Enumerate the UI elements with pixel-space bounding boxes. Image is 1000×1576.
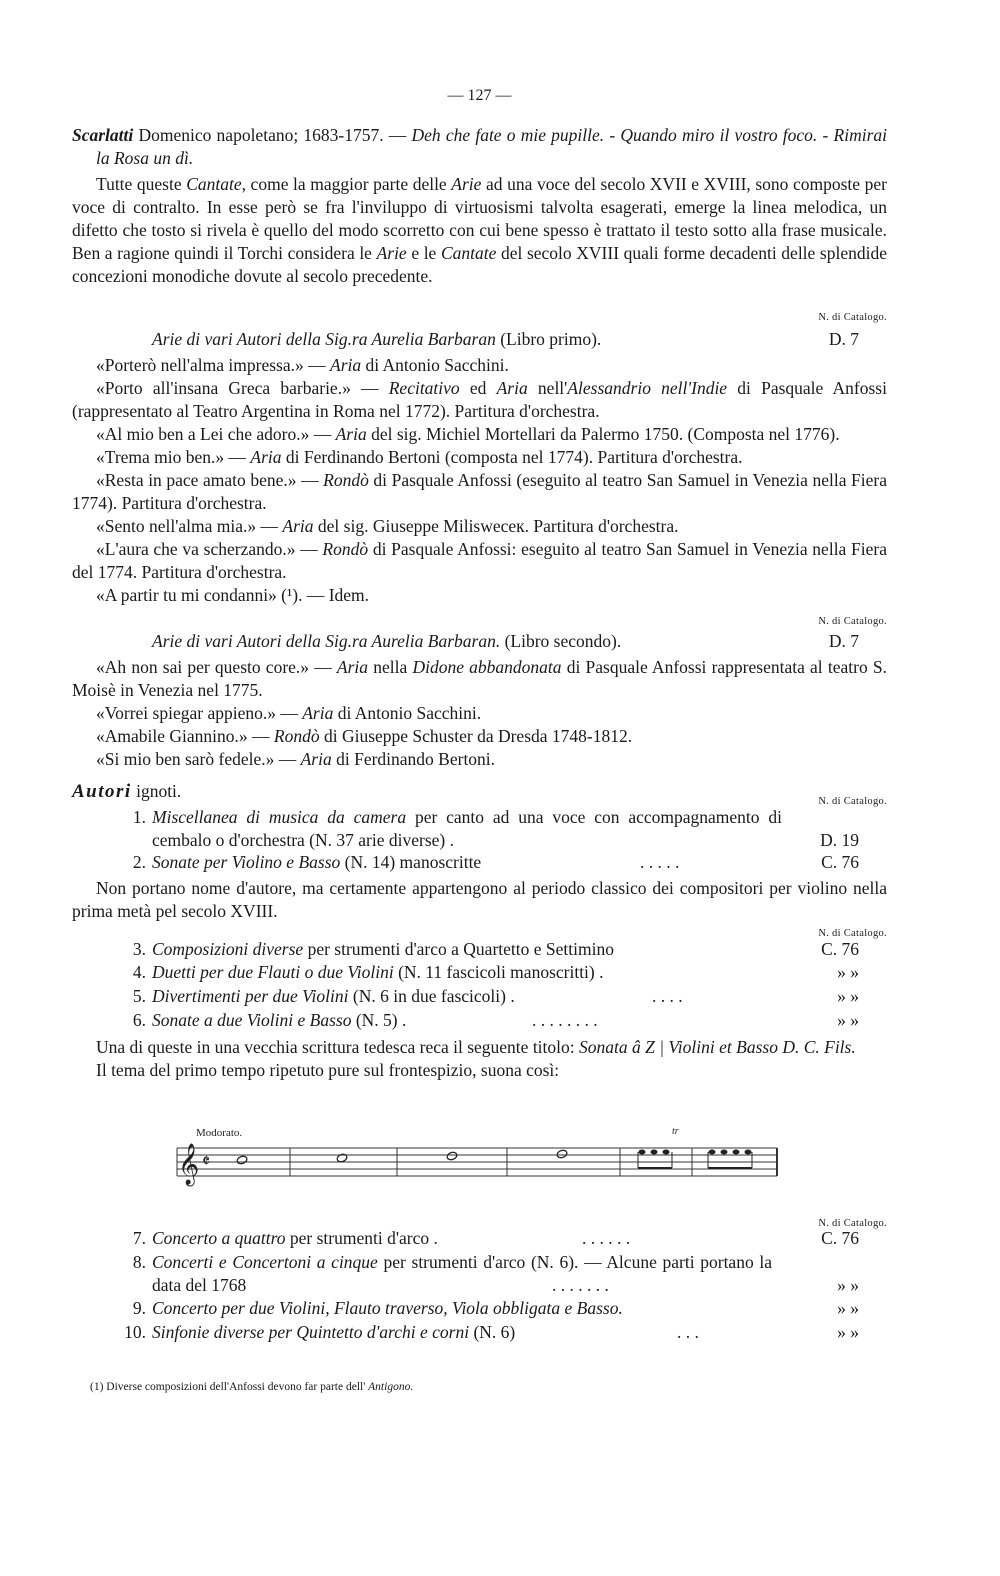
list-item: «Amabile Giannino.» — Rondò di Giuseppe Schuster da Dresda 1748-1812.: [96, 726, 633, 746]
book2-entries: [72, 656, 887, 771]
list-item: «Sento nell'alma mia.» — Aria del sig. Giuseppe Milisweceк. Partitura d'orchestra.: [96, 516, 679, 536]
list-item: «Al mio ben a Lei che adoro.» — Aria del sig. Michiel Mortellari da Palermo 1750. (Composta nel 1776).: [96, 424, 840, 444]
list-item: «Porterò nell'alma impressa.» — Aria di Antonio Sacchini.: [96, 355, 509, 375]
music-staff-image: [172, 1122, 782, 1192]
footnote: (1) Diverse composizioni dell'Anfossi devono far parte dell' Antigono.: [90, 1381, 414, 1393]
composer-name: Scarlatti: [72, 125, 134, 145]
trill-marking: tr: [672, 1126, 679, 1137]
book1-heading: Arie di vari Autori della Sig.ra Aurelia Barbaran (Libro primo). D. 7: [152, 329, 859, 349]
list-item: 4. Duetti per due Flauti o due Violini (N. 11 fascicoli manoscritti) . » »: [132, 962, 859, 982]
list-item: «Si mio ben sarò fedele.» — Aria di Ferdinando Bertoni.: [96, 749, 496, 769]
cantata-titles: Deh che fate o mie pupille. - Quando miro il vostro foco. - Rimirai la Rosa un dì.: [96, 125, 887, 168]
book2-heading: Arie di vari Autori della Sig.ra Aurelia Barbaran. (Libro secondo). D. 7: [152, 631, 859, 651]
list-item: 2. Sonate per Violino e Basso (N. 14) manoscritte . . . . . C. 76: [132, 852, 859, 872]
list-item: 3. Composizioni diverse per strumenti d'arco a Quartetto e Settimino C. 76: [132, 939, 859, 959]
catalog-label: N. di Catalogo.: [818, 796, 887, 807]
list-item: 1. Miscellanea di musica da camera per canto ad una voce con accompagnamento di cembalo o d'orchestra (N. 37 arie diverse) . D. 19: [132, 807, 859, 850]
list-item: «Trema mio ben.» — Aria di Ferdinando Bertoni (composta nel 1774). Partitura d'orchestra.: [96, 447, 743, 467]
cut-time-icon: 𝄵: [202, 1151, 211, 1172]
book2-catalog: D. 7: [828, 631, 859, 651]
note-paragraph: Non portano nome d'autore, ma certamente appartengono al periodo classico dei compositori per violino nella prima metà pel secolo XVIII.: [72, 878, 887, 921]
treble-clef-icon: 𝄞: [178, 1144, 200, 1185]
autori-heading: Autori ignoti.: [72, 781, 182, 802]
list-item: «A partir tu mi condanni» (¹). — Idem.: [96, 585, 370, 605]
composer-desc: Domenico napoletano; 1683-1757. —: [133, 125, 412, 145]
catalog-label: N. di Catalogo.: [818, 616, 887, 627]
list-item: «Resta in pace amato bene.» — Rondò di Pasquale Anfossi (eseguito al teatro San Samuel in Venezia nella Fiera 1774). Partitura d'orchestra.: [72, 470, 887, 513]
scarlatti-entry: [72, 124, 887, 288]
list-item: 9. Concerto per due Violini, Flauto traverso, Viola obbligata e Basso. » »: [132, 1298, 859, 1318]
scarlatti-heading: [72, 124, 887, 170]
book1-catalog: D. 7: [828, 329, 859, 349]
list-item: 7. Concerto a quattro per strumenti d'arco . . . . . . . C. 76: [132, 1228, 859, 1248]
list-item: «L'aura che va scherzando.» — Rondò di Pasquale Anfossi: eseguito al teatro San Samuel in Venezia nella Fiera del 1774. Partitura d'orchestra.: [72, 539, 887, 582]
catalog-label: N. di Catalogo.: [818, 312, 887, 323]
scarlatti-paragraph: Tutte queste Cantate, come la maggior parte delle Arie ad una voce del secolo XVII e XVIII, sono composte per voce di contralto. In esse però se fra l'inviluppo di virtuosismi talvolta esagerati, emerge la linea melodica, un difetto che tosto si rivela è quello del modo scorretto con cui bene spesso è trattato il testo sotto alla frase musicale. Ben a ragione quindi il Torchi considera le Arie e le Cantate del secolo XVIII quali forme decadenti delle splendide concezioni monodiche dovute al secolo precedente.: [72, 174, 887, 286]
list-item: 6. Sonate a due Violini e Basso (N. 5) . . . . . . . . . » »: [132, 1010, 859, 1030]
book1-entries: [72, 354, 887, 607]
list-item: «Vorrei spiegar appieno.» — Aria di Antonio Sacchini.: [96, 703, 482, 723]
tempo-marking: Modorato.: [196, 1127, 243, 1139]
list-item: 10. Sinfonie diverse per Quintetto d'archi e corni (N. 6) . . . » »: [124, 1322, 859, 1342]
list-item: 8. Concerti e Concertoni a cinque per strumenti d'arco (N. 6). — Alcune parti portano la data del 1768 . . . . . . . » »: [132, 1252, 859, 1295]
catalog-label: N. di Catalogo.: [818, 928, 887, 939]
page-number: — 127 —: [447, 87, 512, 104]
list-item: «Ah non sai per questo core.» — Aria nella Didone abbandonata di Pasquale Anfossi rappresentata al teatro S. Moisè in Venezia nel 1775.: [72, 657, 887, 700]
note-paragraph: Una di queste in una vecchia scrittura tedesca reca il seguente titolo: Sonata â Z | Violini et Basso D. C. Fils. Il tema del primo tempo ripetuto pure sul frontespizio, suona così:: [96, 1037, 856, 1080]
list-item: «Porto all'insana Greca barbarie.» — Recitativo ed Aria nell'Alessandrio nell'Indie di Pasquale Anfossi (rappresentato al Teatro Argentina in Roma nel 1772). Partitura d'orchestra.: [72, 378, 887, 421]
list-item: 5. Divertimenti per due Violini (N. 6 in due fascicoli) . . . . . » »: [132, 986, 859, 1006]
catalog-label: N. di Catalogo.: [818, 1218, 887, 1229]
